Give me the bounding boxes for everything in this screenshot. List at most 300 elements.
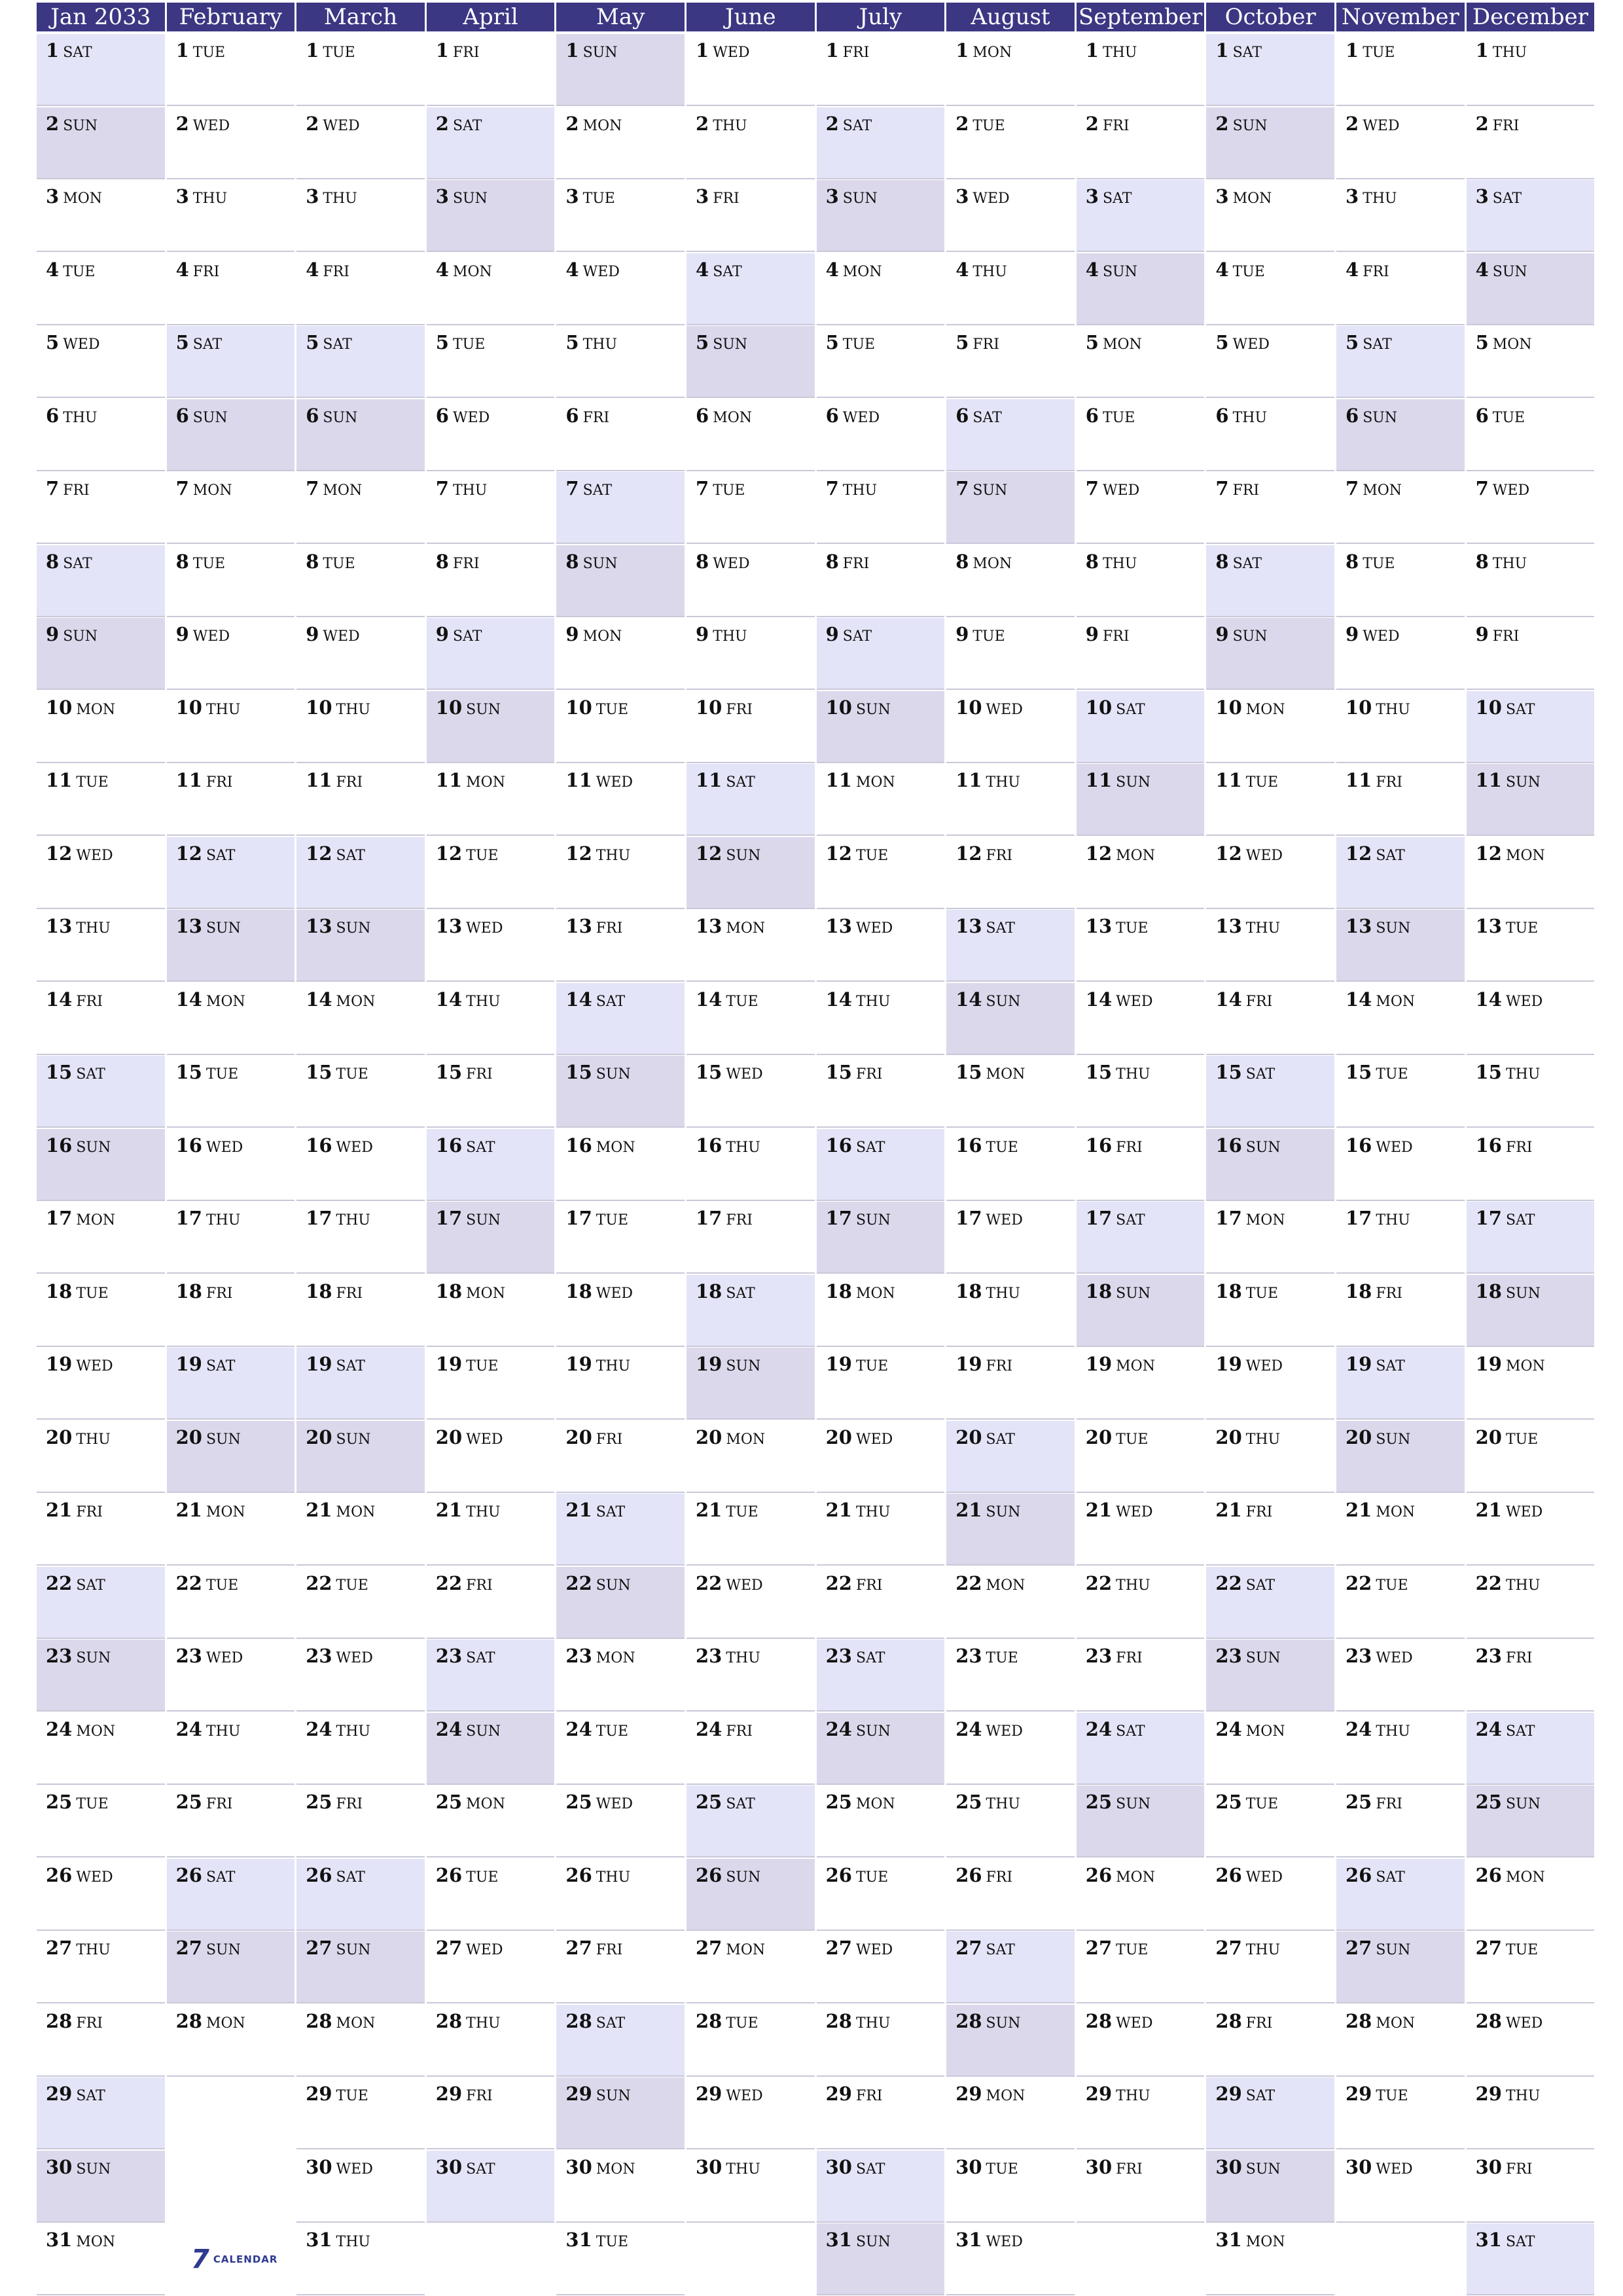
day-cell xyxy=(817,764,945,836)
day-number: 23 SUN xyxy=(1215,1645,1281,1667)
day-number: 8 MON xyxy=(955,550,1012,573)
day-of-week: SUN xyxy=(76,1139,111,1156)
day-cell xyxy=(296,34,425,106)
day-of-week: TUE xyxy=(713,482,745,499)
day-of-week: SAT xyxy=(1376,1869,1405,1886)
day-cell xyxy=(1336,691,1465,763)
day-number: 25 TUE xyxy=(1215,1791,1279,1813)
day-cell xyxy=(556,983,685,1055)
day-of-week: MON xyxy=(582,628,622,645)
day-number: 18 MON xyxy=(435,1280,505,1302)
month-header: April xyxy=(427,3,555,31)
day-cell xyxy=(1467,618,1595,690)
day-of-week: SUN xyxy=(1232,628,1268,645)
day-number: 7 SAT xyxy=(565,477,613,499)
day-cell xyxy=(1336,472,1465,544)
day-cell xyxy=(556,545,685,617)
day-of-week: SUN xyxy=(596,2088,631,2104)
day-cell xyxy=(1467,2223,1595,2295)
day-of-week: TUE xyxy=(855,1358,889,1374)
day-of-week: SAT xyxy=(336,1358,365,1374)
day-of-week: TUE xyxy=(1505,1431,1539,1448)
day-cell xyxy=(556,1421,685,1493)
day-cell xyxy=(1336,910,1465,982)
day-of-week: SUN xyxy=(972,482,1008,499)
day-number: 1 WED xyxy=(696,39,750,62)
day-of-week: FRI xyxy=(726,1212,753,1229)
day-of-week: FRI xyxy=(855,1066,883,1083)
day-number: 29 SAT xyxy=(1215,2083,1275,2105)
day-cell xyxy=(1467,1931,1595,2003)
month-header: June xyxy=(687,3,815,31)
day-cell xyxy=(946,107,1075,179)
day-number: 20 WED xyxy=(825,1426,893,1448)
day-number: 18 WED xyxy=(565,1280,633,1302)
day-cell xyxy=(1206,545,1334,617)
day-cell xyxy=(167,1859,295,1931)
day-number: 30 WED xyxy=(1346,2155,1413,2178)
day-number: 30 TUE xyxy=(955,2155,1018,2178)
day-number: 17 THU xyxy=(1346,1207,1410,1229)
day-cell xyxy=(556,1713,685,1785)
day-cell xyxy=(37,618,165,690)
day-of-week: TUE xyxy=(1102,409,1135,426)
month-header: Jan 2033 xyxy=(37,3,165,31)
day-of-week: FRI xyxy=(336,774,363,791)
day-of-week: THU xyxy=(1116,2088,1150,2104)
day-number: 7 WED xyxy=(1475,477,1530,499)
day-cell xyxy=(817,1202,945,1274)
day-of-week: MON xyxy=(466,1796,505,1812)
day-cell xyxy=(946,837,1075,909)
day-of-week: WED xyxy=(336,1139,373,1156)
day-of-week: TUE xyxy=(76,1285,109,1302)
day-number: 25 SAT xyxy=(696,1791,755,1813)
day-of-week: SUN xyxy=(582,45,618,61)
day-cell xyxy=(296,2223,425,2295)
day-of-week: MON xyxy=(713,409,752,426)
day-of-week: SAT xyxy=(1232,45,1262,61)
day-number: 24 THU xyxy=(175,1717,241,1740)
day-cell xyxy=(817,1056,945,1128)
day-number: 17 SUN xyxy=(435,1207,501,1229)
day-number: 26 SAT xyxy=(1346,1863,1405,1886)
day-cell xyxy=(687,1275,815,1347)
day-number: 7 SUN xyxy=(955,477,1008,499)
day-cell xyxy=(37,837,165,909)
day-of-week: SUN xyxy=(1492,263,1527,280)
day-number: 16 THU xyxy=(696,1134,760,1157)
day-cell xyxy=(37,326,165,398)
day-number: 3 SUN xyxy=(825,185,878,207)
day-number: 25 SUN xyxy=(1475,1791,1541,1813)
day-number: 14 MON xyxy=(1346,988,1416,1011)
day-of-week: TUE xyxy=(1492,409,1525,426)
day-number: 30 FRI xyxy=(1085,2155,1143,2178)
day-cell xyxy=(946,910,1075,982)
day-of-week: THU xyxy=(76,1942,111,1958)
day-cell xyxy=(1077,1785,1205,1857)
day-cell xyxy=(296,1056,425,1128)
day-of-week: THU xyxy=(1376,1212,1410,1229)
day-number: 19 SAT xyxy=(1346,1353,1405,1375)
day-of-week: SAT xyxy=(205,847,236,864)
day-number: 4 WED xyxy=(565,258,620,281)
day-number: 12 WED xyxy=(1215,842,1283,865)
day-number: 14 SAT xyxy=(565,988,626,1011)
day-of-week: FRI xyxy=(76,1504,103,1520)
day-of-week: SAT xyxy=(336,1869,365,1886)
day-of-week: FRI xyxy=(972,336,999,353)
day-cell xyxy=(1206,180,1334,252)
day-cell xyxy=(946,2005,1075,2077)
day-cell xyxy=(1077,1348,1205,1420)
day-number: 23 WED xyxy=(306,1645,373,1667)
day-of-week: TUE xyxy=(1245,1796,1279,1812)
day-number: 20 TUE xyxy=(1085,1426,1149,1448)
day-number: 16 FRI xyxy=(1475,1134,1533,1157)
day-of-week: TUE xyxy=(1232,263,1265,280)
day-number: 21 FRI xyxy=(46,1499,103,1521)
day-number: 11 TUE xyxy=(46,769,109,791)
day-number: 14 TUE xyxy=(696,988,758,1011)
day-number: 16 SUN xyxy=(46,1134,111,1157)
day-number: 24 SUN xyxy=(435,1717,501,1740)
day-number: 29 THU xyxy=(1085,2083,1150,2105)
day-of-week: MON xyxy=(1245,1723,1285,1740)
day-cell xyxy=(296,983,425,1055)
day-of-week: SUN xyxy=(713,336,748,353)
day-number: 7 FRI xyxy=(46,477,90,499)
day-of-week: SAT xyxy=(1102,190,1132,207)
day-cell xyxy=(1206,2077,1334,2149)
day-cell xyxy=(1206,107,1334,179)
day-number: 12 THU xyxy=(565,842,631,865)
day-cell xyxy=(296,472,425,544)
day-of-week: WED xyxy=(726,2088,763,2104)
day-number: 23 TUE xyxy=(955,1645,1018,1667)
day-of-week: SUN xyxy=(596,1577,631,1594)
day-of-week: THU xyxy=(1505,1577,1541,1594)
day-number: 30 FRI xyxy=(1475,2155,1533,2178)
day-of-week: MON xyxy=(842,263,882,280)
day-of-week: THU xyxy=(466,1504,501,1520)
day-of-week: FRI xyxy=(986,1358,1013,1374)
day-cell xyxy=(37,253,165,325)
day-cell xyxy=(37,1859,165,1931)
day-number: 30 WED xyxy=(306,2155,373,2178)
day-of-week: MON xyxy=(596,1139,635,1156)
day-of-week: SAT xyxy=(1245,1066,1275,1083)
day-cell xyxy=(167,107,295,179)
day-cell xyxy=(427,1567,555,1639)
logo-mark: 7 xyxy=(191,2244,209,2274)
day-number: 26 SUN xyxy=(696,1863,761,1886)
day-number: 11 FRI xyxy=(306,769,363,791)
day-of-week: WED xyxy=(713,555,750,572)
day-cell xyxy=(687,1567,815,1639)
day-number: 15 MON xyxy=(955,1061,1026,1083)
day-cell xyxy=(167,1494,295,1566)
day-cell xyxy=(687,253,815,325)
day-number: 14 SUN xyxy=(955,988,1021,1011)
day-number: 11 FRI xyxy=(1346,769,1402,791)
day-of-week: WED xyxy=(596,1285,633,1302)
day-cell xyxy=(1206,1056,1334,1128)
day-number: 20 MON xyxy=(696,1426,766,1448)
day-number: 2 MON xyxy=(565,112,622,135)
day-number: 5 WED xyxy=(1215,331,1270,353)
day-of-week: TUE xyxy=(1505,1942,1539,1958)
day-cell xyxy=(1467,1202,1595,1274)
day-number: 10 WED xyxy=(955,696,1023,719)
day-number: 10 SAT xyxy=(1085,696,1145,719)
day-number: 8 WED xyxy=(696,550,750,573)
day-of-week: SAT xyxy=(986,1942,1015,1958)
day-number: 1 SUN xyxy=(565,39,618,62)
day-number: 4 MON xyxy=(825,258,882,281)
day-cell xyxy=(1336,1494,1465,1566)
day-cell xyxy=(427,691,555,763)
day-number: 29 THU xyxy=(1475,2083,1541,2105)
day-cell xyxy=(296,2077,425,2149)
day-of-week: THU xyxy=(972,263,1007,280)
day-of-week: TUE xyxy=(596,2234,629,2250)
day-of-week: THU xyxy=(1505,1066,1541,1083)
day-cell xyxy=(1336,983,1465,1055)
day-of-week: MON xyxy=(1492,336,1532,353)
day-of-week: FRI xyxy=(1102,628,1130,645)
day-number: 20 SUN xyxy=(175,1426,241,1448)
day-cell xyxy=(167,1056,295,1128)
day-number: 19 FRI xyxy=(955,1353,1013,1375)
day-cell xyxy=(296,2151,425,2223)
day-cell xyxy=(1206,34,1334,106)
day-of-week: TUE xyxy=(336,2088,368,2104)
day-cell xyxy=(427,34,555,106)
day-of-week: SAT xyxy=(1232,555,1262,572)
day-cell xyxy=(946,1348,1075,1420)
day-number: 26 MON xyxy=(1085,1863,1155,1886)
day-cell xyxy=(946,1713,1075,1785)
day-cell xyxy=(1467,691,1595,763)
day-cell xyxy=(946,1421,1075,1493)
day-cell xyxy=(556,2077,685,2149)
day-cell xyxy=(1336,107,1465,179)
day-cell xyxy=(1336,2077,1465,2149)
day-of-week: TUE xyxy=(986,2161,1018,2178)
day-cell xyxy=(946,764,1075,836)
day-cell xyxy=(1077,1421,1205,1493)
day-of-week: TUE xyxy=(452,336,486,353)
day-number: 6 TUE xyxy=(1085,404,1135,427)
day-cell xyxy=(1077,1202,1205,1274)
day-number: 17 THU xyxy=(306,1207,370,1229)
day-cell xyxy=(817,618,945,690)
day-of-week: SUN xyxy=(205,1431,241,1448)
day-number: 10 THU xyxy=(306,696,370,719)
day-of-week: WED xyxy=(1505,993,1543,1010)
day-of-week: MON xyxy=(986,1577,1026,1594)
day-of-week: WED xyxy=(1245,847,1283,864)
day-cell xyxy=(687,34,815,106)
day-of-week: FRI xyxy=(726,701,753,718)
day-of-week: SAT xyxy=(466,1139,495,1156)
day-number: 21 WED xyxy=(1085,1499,1153,1521)
day-of-week: SUN xyxy=(336,1431,371,1448)
day-of-week: WED xyxy=(986,701,1023,718)
month-header: October xyxy=(1206,3,1334,31)
day-number: 8 SUN xyxy=(565,550,618,573)
day-number: 5 TUE xyxy=(825,331,876,353)
day-cell xyxy=(1467,1348,1595,1420)
day-of-week: SAT xyxy=(452,117,482,134)
day-of-week: SAT xyxy=(1505,701,1535,718)
day-of-week: FRI xyxy=(336,1796,363,1812)
day-cell xyxy=(1077,2005,1205,2077)
day-cell xyxy=(167,1348,295,1420)
day-number: 8 FRI xyxy=(435,550,480,573)
day-of-week: SUN xyxy=(855,1212,891,1229)
day-number: 22 SUN xyxy=(565,1571,631,1594)
day-of-week: SAT xyxy=(336,847,365,864)
day-number: 26 MON xyxy=(1475,1863,1545,1886)
day-cell xyxy=(1206,2005,1334,2077)
day-number: 14 THU xyxy=(435,988,501,1011)
day-number: 18 TUE xyxy=(1215,1280,1279,1302)
day-number: 24 THU xyxy=(306,1717,370,1740)
day-number: 15 TUE xyxy=(1346,1061,1408,1083)
day-number: 2 SAT xyxy=(825,112,872,135)
day-of-week: SUN xyxy=(205,920,241,937)
day-number: 31 MON xyxy=(46,2229,116,2251)
day-cell xyxy=(1206,1129,1334,1201)
day-of-week: SAT xyxy=(452,628,482,645)
day-number: 5 SAT xyxy=(175,331,223,353)
day-of-week: TUE xyxy=(1363,555,1395,572)
day-number: 11 SAT xyxy=(696,769,755,791)
day-cell xyxy=(427,1056,555,1128)
day-of-week: SAT xyxy=(76,2088,105,2104)
day-of-week: SUN xyxy=(1376,1431,1411,1448)
day-cell xyxy=(1336,1056,1465,1128)
day-cell xyxy=(1206,1785,1334,1857)
day-number: 18 SAT xyxy=(696,1280,755,1302)
day-number: 22 TUE xyxy=(175,1571,239,1594)
day-of-week: MON xyxy=(205,1504,245,1520)
day-cell xyxy=(37,691,165,763)
day-of-week: TUE xyxy=(986,1139,1018,1156)
day-of-week: WED xyxy=(1232,336,1270,353)
day-of-week: TUE xyxy=(192,555,226,572)
day-of-week: SUN xyxy=(76,1650,111,1666)
day-of-week: TUE xyxy=(972,628,1005,645)
month-header: November xyxy=(1336,3,1465,31)
day-number: 22 MON xyxy=(955,1571,1026,1594)
day-number: 6 SUN xyxy=(175,404,228,427)
day-number: 10 THU xyxy=(175,696,241,719)
day-number: 21 FRI xyxy=(1215,1499,1273,1521)
day-of-week: WED xyxy=(1245,1358,1283,1374)
day-of-week: WED xyxy=(205,1650,243,1666)
day-cell xyxy=(817,1129,945,1201)
day-cell xyxy=(946,34,1075,106)
day-cell xyxy=(556,1056,685,1128)
day-number: 9 FRI xyxy=(1085,623,1130,645)
day-of-week: WED xyxy=(1492,482,1530,499)
day-of-week: SUN xyxy=(1363,409,1398,426)
day-number: 4 SUN xyxy=(1475,258,1527,281)
day-of-week: WED xyxy=(972,190,1010,207)
day-number: 11 THU xyxy=(955,769,1020,791)
day-of-week: MON xyxy=(466,774,505,791)
day-of-week: MON xyxy=(76,1212,116,1229)
day-cell xyxy=(1336,1859,1465,1931)
day-number: 27 TUE xyxy=(1475,1937,1539,1959)
day-cell xyxy=(37,1129,165,1201)
day-of-week: WED xyxy=(1376,1650,1413,1666)
day-of-week: FRI xyxy=(1376,1285,1402,1302)
day-cell xyxy=(1336,253,1465,325)
day-of-week: THU xyxy=(596,1358,631,1374)
day-number: 9 THU xyxy=(696,623,747,645)
day-cell xyxy=(167,983,295,1055)
day-number: 27 SAT xyxy=(955,1937,1015,1959)
day-cell xyxy=(556,180,685,252)
day-cell xyxy=(167,910,295,982)
day-cell xyxy=(296,764,425,836)
day-cell xyxy=(817,2223,945,2295)
day-cell xyxy=(687,1202,815,1274)
day-cell xyxy=(946,1931,1075,2003)
day-of-week: FRI xyxy=(323,263,349,280)
day-of-week: SAT xyxy=(1116,701,1145,718)
day-number: 28 WED xyxy=(1085,2009,1153,2032)
day-cell xyxy=(817,34,945,106)
day-cell xyxy=(687,2151,815,2223)
day-cell xyxy=(37,1785,165,1857)
day-cell xyxy=(1206,1640,1334,1712)
day-number: 11 MON xyxy=(435,769,505,791)
day-number: 9 SAT xyxy=(825,623,872,645)
day-number: 8 SAT xyxy=(1215,550,1262,573)
day-of-week: WED xyxy=(63,336,100,353)
day-cell xyxy=(1077,253,1205,325)
day-number: 1 FRI xyxy=(435,39,480,62)
day-number: 28 MON xyxy=(1346,2009,1416,2032)
day-cell xyxy=(167,837,295,909)
day-cell xyxy=(37,983,165,1055)
day-cell xyxy=(817,107,945,179)
day-of-week: SUN xyxy=(1245,1139,1281,1156)
day-of-week: MON xyxy=(76,1723,116,1740)
day-cell xyxy=(1206,691,1334,763)
day-cell xyxy=(1077,1275,1205,1347)
day-of-week: TUE xyxy=(323,45,355,61)
day-cell xyxy=(296,107,425,179)
day-of-week: WED xyxy=(855,1431,893,1448)
day-number: 7 WED xyxy=(1085,477,1140,499)
day-number: 13 THU xyxy=(1215,915,1281,937)
day-cell xyxy=(167,545,295,617)
day-cell xyxy=(1336,1348,1465,1420)
day-of-week: SUN xyxy=(855,701,891,718)
day-of-week: TUE xyxy=(336,1066,368,1083)
day-cell xyxy=(1336,618,1465,690)
day-number: 21 WED xyxy=(1475,1499,1543,1521)
day-of-week: SAT xyxy=(76,1577,105,1594)
day-of-week: MON xyxy=(452,263,492,280)
